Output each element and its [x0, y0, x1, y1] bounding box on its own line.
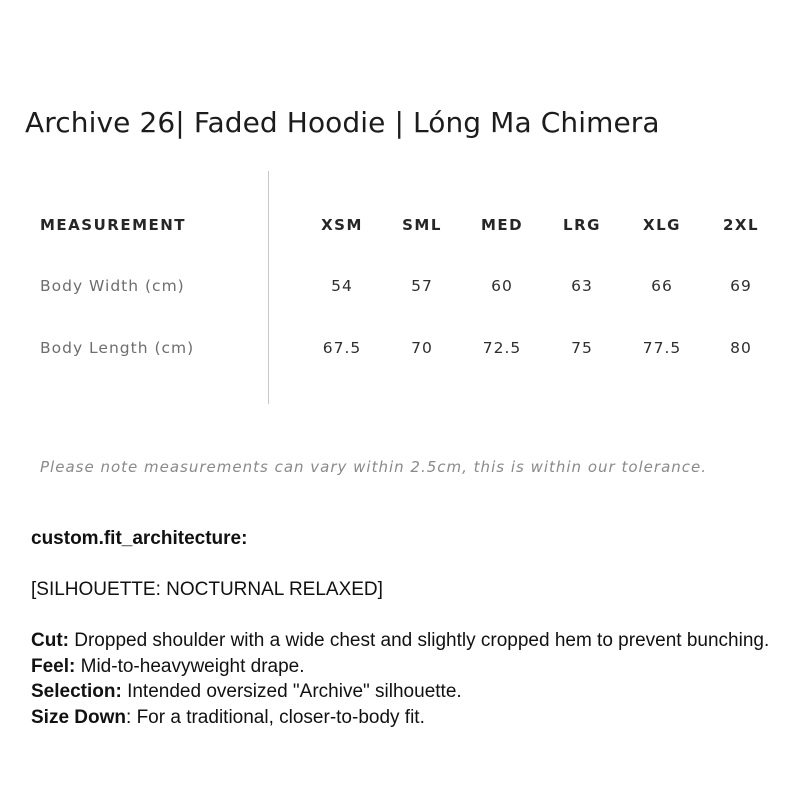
fit-item-selection	[31, 679, 771, 705]
body-width-lrg: 63	[571, 277, 593, 295]
size-header-2xl: 2XL	[722, 216, 760, 234]
body-width-xsm: 54	[331, 277, 353, 295]
measurement-header: MEASUREMENT	[40, 216, 187, 234]
fit-item-cut-text: Dropped shoulder with a wide chest and slightly cropped hem to prevent bunching.	[68, 630, 770, 651]
body-length-lrg: 75	[571, 339, 593, 357]
fit-item-feel	[31, 654, 771, 680]
size-header-lrg: LRG	[563, 216, 601, 234]
fit-item-selection-key: Selection:	[31, 681, 122, 702]
body-length-sml: 70	[411, 339, 433, 357]
fit-item-size-down-text: : For a traditional, closer-to-body fit.	[126, 706, 425, 728]
size-header-xlg: XLG	[643, 216, 681, 234]
body-length-xlg: 77.5	[642, 339, 682, 357]
body-width-label: Body Width (cm)	[40, 277, 185, 295]
body-length-label: Body Length (cm)	[40, 339, 195, 357]
fit-heading: custom.fit_architecture:	[31, 528, 248, 549]
page-title: Archive 26| Faded Hoodie | Lóng Ma Chimera	[25, 106, 660, 139]
fit-item-feel-key: Feel:	[31, 655, 76, 677]
body-width-sml: 57	[411, 277, 433, 295]
size-header-sml: SML	[402, 216, 442, 234]
size-header-med: MED	[480, 216, 524, 234]
fit-description	[31, 526, 771, 730]
table-divider	[268, 171, 269, 404]
size-header-xsm: XSM	[321, 216, 363, 234]
body-width-med: 60	[491, 277, 513, 295]
body-width-2xl: 69	[730, 277, 752, 295]
body-length-2xl: 80	[730, 339, 752, 357]
fit-item-selection-text: Intended oversized "Archive" silhouette.	[121, 681, 462, 702]
fit-item-cut	[31, 628, 771, 654]
fit-item-size-down	[31, 705, 771, 731]
fit-item-size-down-key: Size Down	[31, 706, 127, 728]
tolerance-note: Please note measurements can vary within 2.5cm, this is within our tolerance.	[40, 458, 708, 476]
body-width-xlg: 66	[651, 277, 673, 295]
silhouette-line: [SILHOUETTE: NOCTURNAL RELAXED]	[31, 579, 383, 600]
body-length-med: 72.5	[482, 339, 522, 357]
body-length-xsm: 67.5	[322, 339, 362, 357]
fit-item-feel-text: Mid-to-heavyweight drape.	[75, 655, 305, 677]
fit-item-cut-key: Cut:	[31, 630, 69, 651]
